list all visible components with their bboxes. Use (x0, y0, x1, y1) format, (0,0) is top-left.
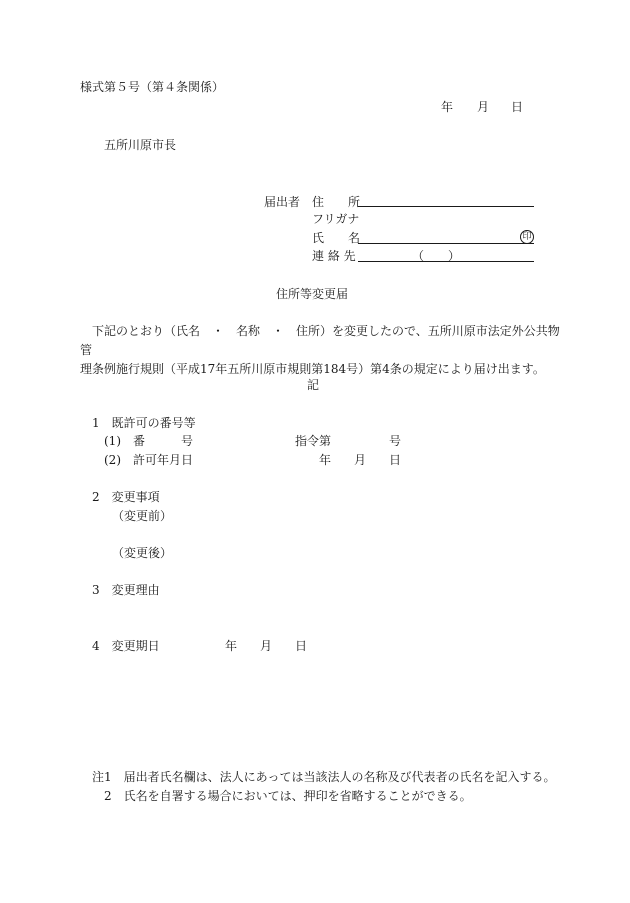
date-day-label: 日 (511, 100, 524, 114)
item1-sub1-suffix: 号 (389, 434, 402, 448)
date-month-label: 月 (477, 100, 490, 114)
item1-sub2-label: (2) 許可年月日 (104, 453, 193, 467)
address-field-line[interactable] (358, 206, 534, 207)
body-paragraph (80, 322, 560, 379)
note-1: 注1 届出者氏名欄は、法人にあっては当該法人の名称及び代表者の氏名を記入する。 (92, 770, 556, 784)
addressee: 五所川原市長 (104, 138, 177, 152)
contact-parens: （ ） (412, 249, 461, 263)
item4-day: 日 (295, 639, 308, 653)
form-number: 様式第５号（第４条関係） (80, 80, 225, 94)
item4-year: 年 (225, 639, 238, 653)
body-line-1: 下記のとおり（氏名 ・ 名称 ・ 住所）を変更したので、五所川原市法定外公共物管 (80, 324, 560, 357)
item1-sub2-year: 年 (319, 453, 332, 467)
seal-icon: 印 (520, 230, 534, 244)
item4-title: 4 変更期日 (92, 639, 160, 653)
note-2: 2 氏名を自署する場合においては、押印を省略することができる。 (104, 789, 472, 803)
document-title: 住所等変更届 (276, 287, 349, 301)
item2-after: （変更後） (112, 546, 173, 560)
item1-sub1-label: (1) 番 号 (104, 434, 193, 448)
ki-heading: 記 (307, 378, 320, 392)
name-label: 氏 名 (312, 231, 361, 245)
date-year-label: 年 (441, 100, 454, 114)
item1-sub2-day: 日 (389, 453, 402, 467)
name-field-line[interactable] (358, 243, 534, 244)
applicant-label: 届出者 (264, 195, 301, 209)
body-line-2: 理条例施行規則（平成17年五所川原市規則第184号）第4条の規定により届け出ます。 (80, 362, 545, 376)
item3-title: 3 変更理由 (92, 583, 160, 597)
item2-before: （変更前） (112, 509, 173, 523)
item4-month: 月 (260, 639, 273, 653)
item1-title: 1 既許可の番号等 (92, 416, 196, 430)
item1-sub1-prefix: 指令第 (295, 434, 332, 448)
item1-sub2-month: 月 (354, 453, 367, 467)
item2-title: 2 変更事項 (92, 490, 160, 504)
contact-label: 連 絡 先 (312, 249, 356, 263)
furigana-label: フリガナ (312, 212, 360, 226)
address-label: 住 所 (312, 195, 361, 209)
